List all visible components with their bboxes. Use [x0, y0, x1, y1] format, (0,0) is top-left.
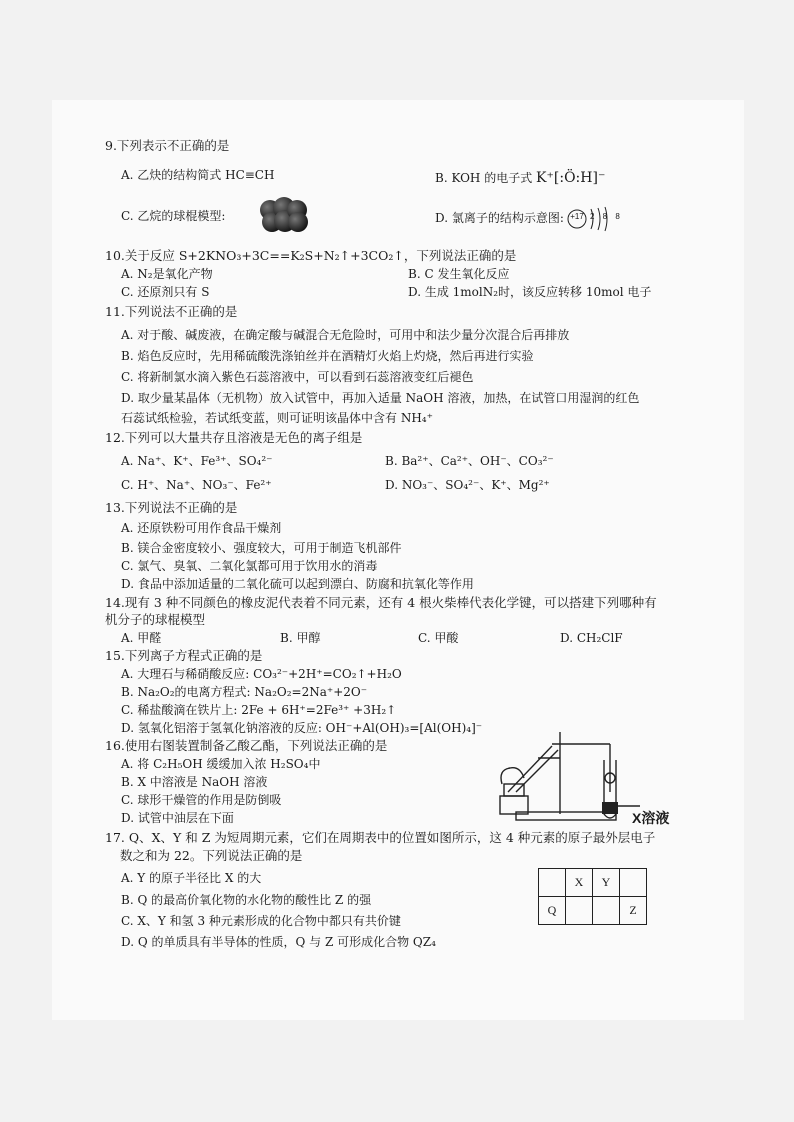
q16-option-a: A. 将 C₂H₅OH 缓缓加入浓 H₂SO₄中 [121, 757, 321, 771]
q13-option-a: A. 还原铁粉可用作食品干燥剂 [121, 521, 282, 535]
q15-option-b: B. Na₂O₂的电离方程式: Na₂O₂=2Na⁺+2O⁻ [121, 685, 368, 699]
ethane-ball-model-icon [258, 196, 310, 234]
q12-option-a: A. Na⁺、K⁺、Fe³⁺、SO₄²⁻ [121, 454, 273, 468]
q9-option-b-label: B. KOH 的电子式 [435, 171, 533, 185]
q16-stem: 16.使用右图装置制备乙酸乙酯，下列说法正确的是 [105, 738, 388, 753]
table-cell [539, 869, 566, 897]
q17-stem-line2: 数之和为 22。下列说法正确的是 [120, 848, 303, 863]
q10-option-b: B. C 发生氧化反应 [408, 267, 510, 281]
ester-apparatus-diagram [490, 722, 650, 832]
q14-option-d: D. CH₂ClF [560, 631, 623, 645]
table-cell [593, 897, 620, 925]
q14-option-b: B. 甲醇 [280, 631, 321, 645]
q14-stem-line2: 机分子的球棍模型 [105, 612, 206, 627]
q14-option-a: A. 甲醛 [121, 631, 162, 645]
table-cell: X [566, 869, 593, 897]
q9-option-a: A. 乙炔的结构简式 HC≡CH [121, 168, 275, 182]
q15-option-a: A. 大理石与稀硝酸反应: CO₃²⁻+2H⁺=CO₂↑+H₂O [121, 667, 402, 681]
q14-stem-line1: 14.现有 3 种不同颜色的橡皮泥代表着不同元素，还有 4 根火柴棒代表化学键，可以搭建下列哪种有 [105, 595, 657, 610]
q12-stem: 12.下列可以大量共存且溶液是无色的离子组是 [105, 430, 363, 445]
q9-stem: 9.下列表示不正确的是 [105, 138, 230, 153]
q9-option-b-formula: K⁺[:Ö:H]⁻ [536, 170, 606, 186]
table-cell: Z [620, 897, 647, 925]
q12-option-c: C. H⁺、Na⁺、NO₃⁻、Fe²⁺ [121, 478, 272, 492]
q17-stem-line1: 17. Q、X、Y 和 Z 为短周期元素，它们在周期表中的位置如图所示，这 4 种元素的原子最外层电子 [105, 830, 656, 845]
q15-stem: 15.下列离子方程式正确的是 [105, 648, 263, 663]
chloride-shell-electrons: 2 8 8 [590, 212, 623, 221]
q15-option-c: C. 稀盐酸滴在铁片上: 2Fe + 6H⁺=2Fe³⁺ +3H₂↑ [121, 703, 397, 717]
q9-option-b [435, 170, 605, 186]
q17-option-a: A. Y 的原子半径比 X 的大 [121, 871, 262, 885]
q10-stem: 10.关于反应 S+2KNO₃+3C==K₂S+N₂↑+3CO₂↑，下列说法正确的是 [105, 248, 517, 263]
q16-option-c: C. 球形干燥管的作用是防倒吸 [121, 793, 282, 807]
q13-option-b: B. 镁合金密度较小、强度较大，可用于制造飞机部件 [121, 541, 402, 555]
q15-option-d: D. 氢氧化铝溶于氢氧化钠溶液的反应: OH⁻+Al(OH)₃=[Al(OH)₄]⁻ [121, 721, 483, 735]
q13-option-d: D. 食品中添加适量的二氧化硫可以起到漂白、防腐和抗氧化等作用 [121, 577, 474, 591]
table-cell: Q [539, 897, 566, 925]
q16-option-b: B. X 中溶液是 NaOH 溶液 [121, 775, 268, 789]
chloride-nucleus-label: +17 [570, 212, 584, 221]
table-row [539, 897, 647, 925]
table-cell [620, 869, 647, 897]
q14-option-c: C. 甲酸 [418, 631, 459, 645]
table-cell: Y [593, 869, 620, 897]
q12-option-b: B. Ba²⁺、Ca²⁺、OH⁻、CO₃²⁻ [385, 454, 554, 468]
q9-option-d: D. 氯离子的结构示意图: [435, 211, 564, 225]
q9-option-c: C. 乙烷的球棍模型: [121, 209, 226, 223]
q11-option-d-line2: 石蕊试纸检验，若试纸变蓝，则可证明该晶体中含有 NH₄⁺ [121, 411, 433, 425]
q11-stem: 11.下列说法不正确的是 [105, 304, 238, 319]
x-solution-label: X溶液 [632, 810, 670, 826]
q11-option-a: A. 对于酸、碱废液，在确定酸与碱混合无危险时，可用中和法少量分次混合后再排放 [121, 328, 570, 342]
table-cell [566, 897, 593, 925]
q17-option-d: D. Q 的单质具有半导体的性质，Q 与 Z 可形成化合物 QZ₄ [121, 935, 436, 949]
q11-option-b: B. 焰色反应时，先用稀硫酸洗涤铂丝并在酒精灯火焰上灼烧，然后再进行实验 [121, 349, 534, 363]
q10-option-d: D. 生成 1molN₂时，该反应转移 10mol 电子 [408, 285, 652, 299]
q11-option-d-line1: D. 取少量某晶体（无机物）放入试管中，再加入适量 NaOH 溶液，加热，在试管口用湿润的红色 [121, 391, 640, 405]
q17-option-b: B. Q 的最高价氧化物的水化物的酸性比 Z 的强 [121, 893, 372, 907]
q16-option-d: D. 试管中油层在下面 [121, 811, 234, 825]
q12-option-d: D. NO₃⁻、SO₄²⁻、K⁺、Mg²⁺ [385, 478, 550, 492]
periodic-table-fragment [538, 868, 647, 925]
q13-stem: 13.下列说法不正确的是 [105, 500, 238, 515]
q11-option-c: C. 将新制氯水滴入紫色石蕊溶液中，可以看到石蕊溶液变红后褪色 [121, 370, 474, 384]
q13-option-c: C. 氯气、臭氧、二氧化氯都可用于饮用水的消毒 [121, 559, 378, 573]
q10-option-a: A. N₂是氧化产物 [121, 267, 213, 281]
table-row [539, 869, 647, 897]
q17-option-c: C. X、Y 和氢 3 种元素形成的化合物中都只有共价键 [121, 914, 401, 928]
q10-option-c: C. 还原剂只有 S [121, 285, 210, 299]
